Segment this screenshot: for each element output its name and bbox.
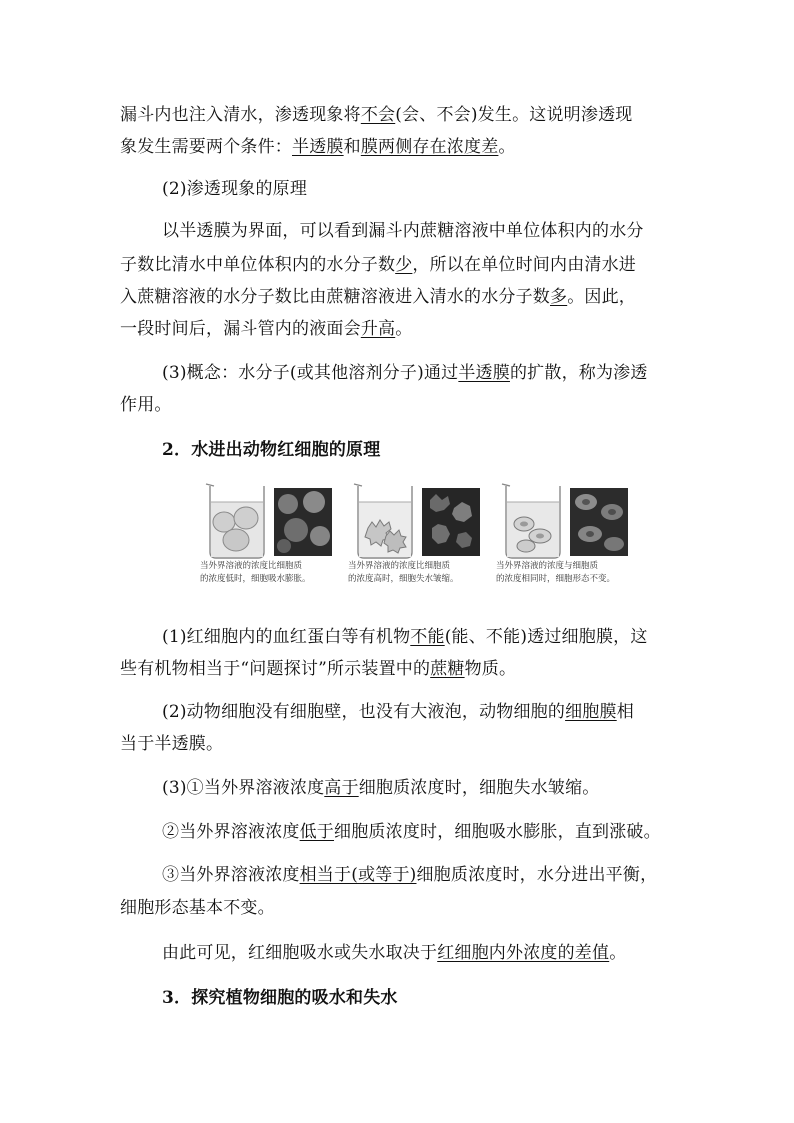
caption-line: 的浓度低时，细胞吸水膨胀。	[200, 574, 311, 584]
text-run: (能、不能)透过细胞膜，这	[444, 627, 648, 647]
caption-line: 当外界溶液的浓度与细胞质	[496, 561, 599, 571]
text-line	[162, 622, 648, 647]
answer-blank: 半透膜	[458, 363, 510, 383]
text-line	[162, 773, 600, 798]
text-line	[120, 100, 632, 125]
text-run: 一段时间后，漏斗管内的液面会	[120, 319, 361, 339]
text-line	[162, 938, 626, 963]
text-line	[162, 860, 657, 885]
text-line	[120, 314, 412, 339]
text-run: (3)概念：水分子(或其他溶剂分子)通过	[162, 363, 459, 383]
caption-line: 当外界溶液的浓度比细胞质	[348, 561, 451, 571]
answer-blank: 相当于(或等于)	[299, 865, 417, 885]
answer-blank: 细胞膜	[565, 702, 617, 722]
answer-blank: 不会	[360, 105, 396, 125]
text-run: (3)①当外界溶液浓度	[162, 778, 325, 798]
text-line: 作用。	[120, 395, 172, 415]
red-blood-cell-figure	[200, 478, 620, 598]
figure-caption	[496, 560, 636, 586]
text-run: (1)红细胞内的血红蛋白等有机物	[162, 627, 411, 647]
text-line	[120, 654, 516, 679]
text-run: ，所以在单位时间内由清水进	[412, 255, 637, 275]
text-run: 子数比清水中单位体积内的水分子数	[120, 255, 396, 275]
text-run: 相	[616, 702, 634, 722]
text-line	[120, 250, 636, 275]
text-run: (2)动物细胞没有细胞壁，也没有大液泡，动物细胞的	[162, 702, 566, 722]
text-run: 漏斗内也注入清水，渗透现象将	[120, 105, 361, 125]
text-line: 细胞形态基本不变。	[120, 898, 275, 918]
text-line	[162, 358, 648, 383]
text-run: 和	[343, 137, 361, 157]
text-run: 。	[395, 319, 413, 339]
caption-line: 当外界溶液的浓度比细胞质	[200, 561, 303, 571]
text-run: 入蔗糖溶液的水分子数比由蔗糖溶液进入清水的水分子数	[120, 287, 550, 307]
answer-blank: 少	[395, 255, 413, 275]
figure-panel-hypertonic	[348, 478, 488, 598]
figure-caption	[200, 560, 340, 586]
figure-caption	[348, 560, 488, 586]
section-heading: 3．探究植物细胞的吸水和失水	[162, 988, 398, 1008]
beaker-swelling-illustration	[200, 478, 340, 560]
answer-blank: 高于	[324, 778, 359, 798]
subsection-heading: (2)渗透现象的原理	[162, 179, 308, 199]
text-line: 以半透膜为界面，可以看到漏斗内蔗糖溶液中单位体积内的水分	[162, 221, 644, 241]
text-run: (会、不会)发生。这说明渗透现	[395, 105, 633, 125]
text-run: 。	[609, 943, 627, 963]
caption-line: 的浓度高时，细胞失水皱缩。	[348, 574, 459, 584]
answer-blank: 半透膜	[292, 137, 344, 157]
text-run: 细胞质浓度时，细胞吸水膨胀，直到涨破。	[334, 822, 661, 842]
answer-blank: 不能	[410, 627, 445, 647]
section-heading: 2．水进出动物红细胞的原理	[162, 440, 381, 460]
answer-blank: 低于	[299, 822, 335, 842]
answer-blank: 蔗糖	[430, 659, 465, 679]
text-run: ③当外界溶液浓度	[162, 865, 300, 885]
answer-blank: 升高	[360, 319, 396, 339]
beaker-normal-illustration	[496, 478, 636, 560]
text-run: 的扩散，称为渗透	[509, 363, 648, 383]
text-line: 当于半透膜。	[120, 734, 224, 754]
text-line	[162, 817, 661, 842]
text-run: 细胞质浓度时，细胞失水皱缩。	[358, 778, 600, 798]
answer-blank: 膜两侧存在浓度差	[360, 137, 499, 157]
text-run: 物质。	[464, 659, 517, 679]
text-run: 些有机物相当于“问题探讨”所示装置中的	[120, 659, 431, 679]
text-line	[120, 282, 636, 307]
text-run: 。因此，	[567, 287, 637, 307]
text-run: 象发生需要两个条件：	[120, 137, 292, 157]
text-run: ②当外界溶液浓度	[162, 822, 300, 842]
text-run: 由此可见，红细胞吸水或失水取决于	[162, 943, 438, 963]
figure-panel-hypotonic	[200, 478, 340, 598]
beaker-shrinking-illustration	[348, 478, 488, 560]
text-line	[120, 132, 516, 157]
figure-panel-isotonic	[496, 478, 636, 598]
answer-blank: 多	[550, 287, 568, 307]
answer-blank: 红细胞内外浓度的差值	[437, 943, 610, 963]
text-run: 。	[498, 137, 516, 157]
text-line	[162, 697, 634, 722]
caption-line: 的浓度相同时，细胞形态不变。	[496, 574, 616, 584]
text-run: 细胞质浓度时，水分进出平衡，	[416, 865, 658, 885]
